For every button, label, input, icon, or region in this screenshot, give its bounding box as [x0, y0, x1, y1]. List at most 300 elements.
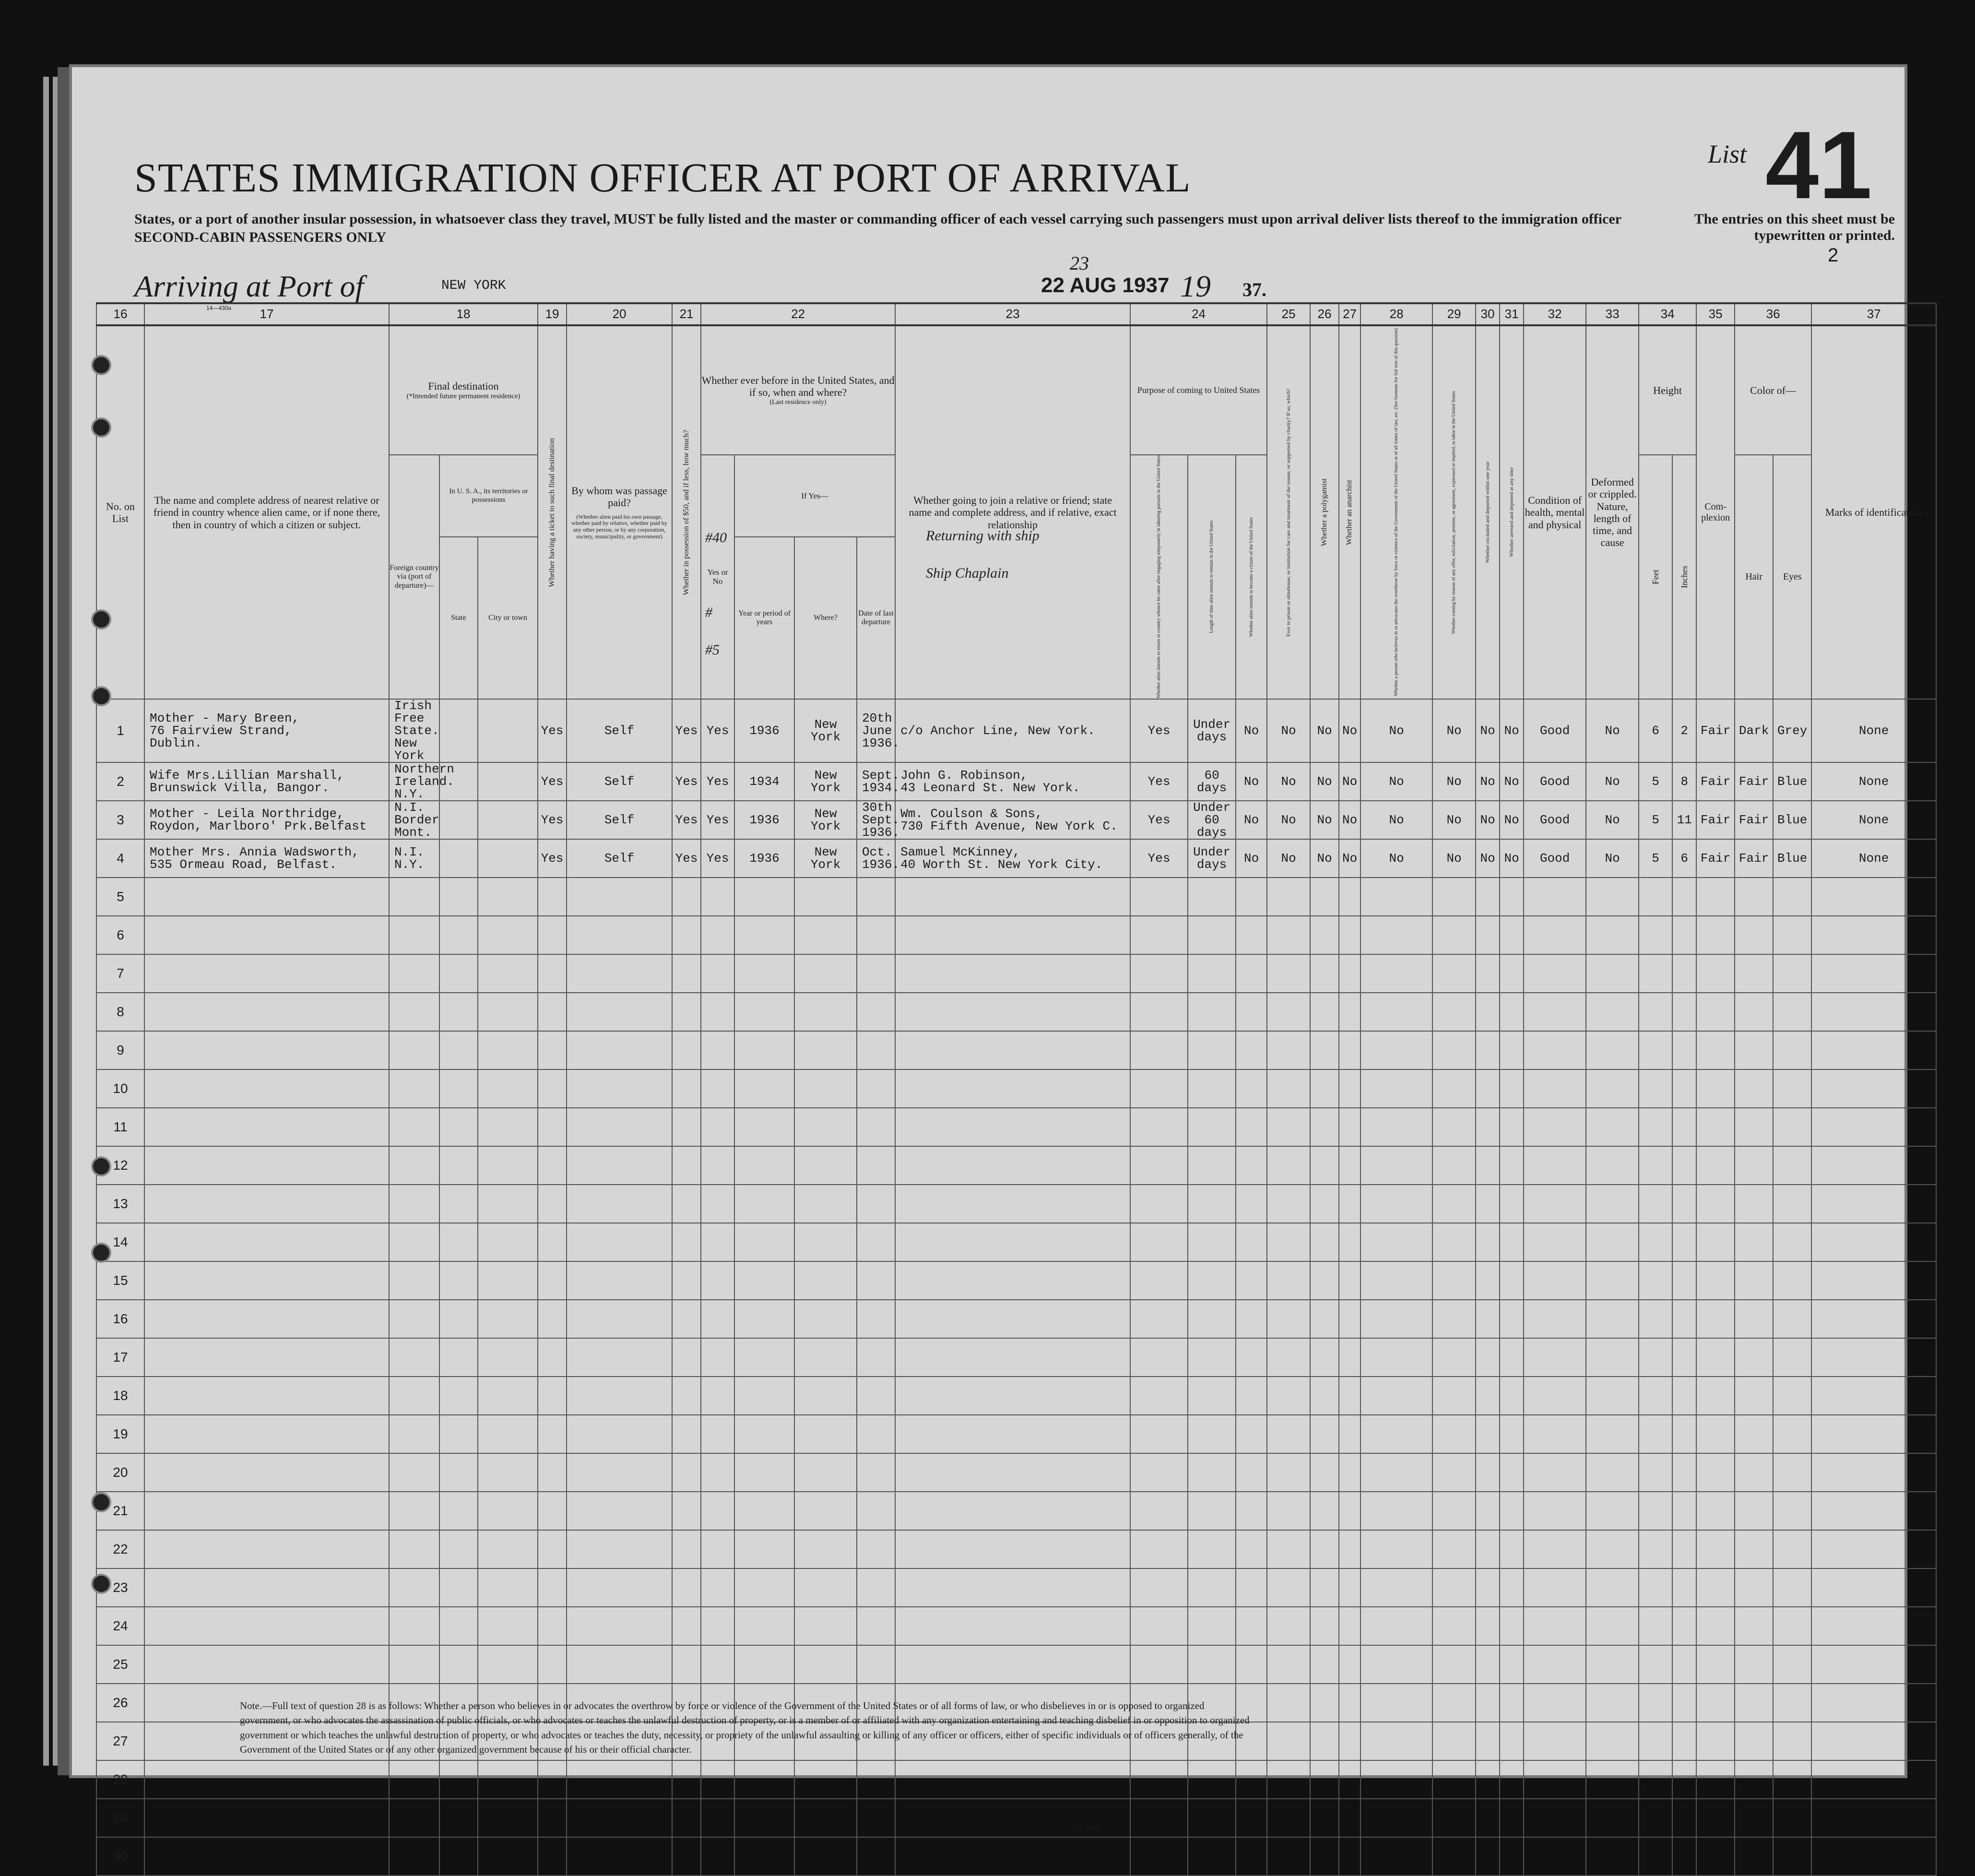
cell-empty: [439, 1645, 478, 1684]
cell-empty: [567, 1338, 672, 1377]
cell-empty: [701, 1069, 734, 1108]
cell-empty: [1773, 1108, 1811, 1146]
cell-empty: [1586, 1837, 1639, 1876]
cell-empty: [734, 916, 794, 954]
cell-deformed: No: [1586, 801, 1639, 839]
cell-polygamist: No: [1310, 801, 1339, 839]
cell-stay-length: 60 days: [1188, 762, 1236, 801]
cell-empty: [1639, 1799, 1672, 1837]
cell-empty: [1773, 878, 1811, 916]
table-row-empty: [96, 993, 1936, 1031]
cell-empty: [144, 1492, 389, 1530]
col-number: 32: [1524, 303, 1586, 325]
cell-empty: [734, 1837, 794, 1876]
cell-empty: [1432, 1069, 1476, 1108]
cell-empty: [1773, 1300, 1811, 1338]
cell-empty: [1432, 1108, 1476, 1146]
cell-empty: [439, 1837, 478, 1876]
cell-empty: [1773, 1415, 1811, 1453]
cell-empty: [439, 878, 478, 916]
cell-empty: [1696, 1760, 1735, 1799]
cell-list-number: 7: [96, 954, 144, 993]
cell-relative-address: Wife Mrs.Lillian Marshall, Brunswick Villa, Bangor.: [144, 762, 389, 801]
cabin-class-label: SECOND-CABIN PASSENGERS ONLY: [134, 229, 387, 245]
cell-empty: [1811, 1645, 1936, 1684]
cell-empty: [1236, 1185, 1267, 1223]
cell-empty: [478, 1185, 538, 1223]
cell-empty: [1586, 1185, 1639, 1223]
cell-empty: [1811, 1607, 1936, 1645]
cell-height-feet: 5: [1639, 839, 1672, 878]
cell-empty: [1524, 1568, 1586, 1607]
cell-empty: [1130, 1415, 1188, 1453]
cell-empty: [1524, 1453, 1586, 1492]
cell-empty: [1236, 1338, 1267, 1377]
cell-empty: [1236, 878, 1267, 916]
header-list-number: No. on List: [96, 325, 144, 699]
cell-empty: [1773, 1799, 1811, 1837]
cell-empty: [1639, 1645, 1672, 1684]
cell-empty: [857, 1837, 895, 1876]
cell-empty: [1267, 1031, 1310, 1069]
cell-empty: [1672, 993, 1696, 1031]
cell-empty: [144, 1530, 389, 1568]
cell-empty: [1524, 1069, 1586, 1108]
cell-complexion: Fair: [1696, 839, 1735, 878]
cell-empty: [701, 1645, 734, 1684]
cell-empty: [1639, 1453, 1672, 1492]
cell-empty: [857, 916, 895, 954]
cell-ticket: Yes: [538, 839, 567, 878]
table-row-empty: [96, 916, 1936, 954]
col-number: 25: [1267, 303, 1310, 325]
cell-empty: [1267, 1377, 1310, 1415]
cell-empty: [1476, 1530, 1500, 1568]
cell-empty: [895, 1185, 1130, 1223]
cell-empty: [1339, 1261, 1360, 1300]
cell-empty: [567, 1799, 672, 1837]
cell-empty: [734, 954, 794, 993]
cell-empty: [1696, 1069, 1735, 1108]
cell-identification-marks: None: [1811, 839, 1936, 878]
cell-empty: [567, 1069, 672, 1108]
cell-empty: [567, 954, 672, 993]
cell-empty: [794, 1108, 857, 1146]
cell-empty: [1524, 1261, 1586, 1300]
cell-empty: [857, 1453, 895, 1492]
header-overthrow: Whether a person who believes in or advocates the overthrow by force or violence of the Government of the United States or of all forms of law, etc. (See footnote for full text of this question): [1360, 325, 1432, 699]
cell-eye-color: Grey: [1773, 699, 1811, 762]
cell-year: 1936: [734, 699, 794, 762]
cell-empty: [1811, 1261, 1936, 1300]
cell-empty: [701, 1223, 734, 1261]
cell-empty: [538, 1837, 567, 1876]
cell-empty: [1811, 1146, 1936, 1185]
cell-empty: [1360, 1837, 1432, 1876]
cell-empty: [567, 1415, 672, 1453]
cell-empty: [1773, 1837, 1811, 1876]
cell-empty: [1476, 1069, 1500, 1108]
cell-empty: [439, 1530, 478, 1568]
cell-empty: [1696, 1261, 1735, 1300]
cell-empty: [389, 1607, 439, 1645]
cell-empty: [701, 1261, 734, 1300]
cell-empty: [1672, 1108, 1696, 1146]
cell-empty: [1432, 1760, 1476, 1799]
cell-empty: [895, 1799, 1130, 1837]
cell-empty: [1130, 1261, 1188, 1300]
cell-empty: [701, 1760, 734, 1799]
cell-arrested: No: [1500, 762, 1524, 801]
cell-empty: [1310, 1645, 1339, 1684]
cell-anarchist: No: [1339, 699, 1360, 762]
cell-list-number: 24: [96, 1607, 144, 1645]
cell-empty: [144, 1837, 389, 1876]
cell-empty: [1696, 1722, 1735, 1760]
cell-state: [439, 801, 478, 839]
cell-empty: [538, 1223, 567, 1261]
cell-empty: [144, 1069, 389, 1108]
list-label: List: [1708, 140, 1747, 168]
cell-empty: [734, 1108, 794, 1146]
header-polygamist: Whether a polygamist: [1310, 325, 1339, 699]
cell-empty: [567, 1146, 672, 1185]
cell-list-number: 3: [96, 801, 144, 839]
cell-empty: [478, 1837, 538, 1876]
cell-empty: [1735, 1684, 1773, 1722]
cell-overthrow: No: [1360, 699, 1432, 762]
cell-empty: [734, 1492, 794, 1530]
cell-empty: [478, 1607, 538, 1645]
cell-empty: [1735, 1338, 1773, 1377]
cell-empty: [857, 1185, 895, 1223]
cell-empty: [538, 993, 567, 1031]
cell-been-before: Yes: [701, 839, 734, 878]
cell-empty: [1524, 1185, 1586, 1223]
cell-empty: [478, 1261, 538, 1300]
cell-empty: [478, 1223, 538, 1261]
cell-empty: [1500, 1300, 1524, 1338]
cell-empty: [895, 1377, 1130, 1415]
table-row-empty: [96, 1031, 1936, 1069]
cell-empty: [1524, 993, 1586, 1031]
table-row-empty: [96, 1338, 1936, 1377]
cell-citizen: No: [1236, 801, 1267, 839]
cell-empty: [389, 1261, 439, 1300]
cell-empty: [1236, 1453, 1267, 1492]
cell-empty: [1130, 1377, 1188, 1415]
cell-empty: [439, 1261, 478, 1300]
cell-empty: [1236, 1377, 1267, 1415]
cell-empty: [857, 1607, 895, 1645]
cell-empty: [1672, 1377, 1696, 1415]
cell-empty: [794, 878, 857, 916]
cell-empty: [567, 1300, 672, 1338]
cell-empty: [1310, 1146, 1339, 1185]
cell-empty: [1267, 878, 1310, 916]
cell-empty: [895, 916, 1130, 954]
cell-empty: [144, 1568, 389, 1607]
cell-empty: [1310, 1530, 1339, 1568]
cell-empty: [794, 1069, 857, 1108]
cell-empty: [734, 993, 794, 1031]
cell-empty: [794, 1338, 857, 1377]
cell-empty: [1360, 1607, 1432, 1645]
cell-empty: [1586, 1223, 1639, 1261]
cell-empty: [1476, 1223, 1500, 1261]
cell-empty: [1639, 1108, 1672, 1146]
table-row-empty: [96, 1453, 1936, 1492]
cell-empty: [1310, 1799, 1339, 1837]
cell-empty: [1188, 1453, 1236, 1492]
cell-empty: [1672, 916, 1696, 954]
cell-empty: [1773, 1645, 1811, 1684]
cell-empty: [1696, 1607, 1735, 1645]
cell-empty: [144, 1300, 389, 1338]
cell-empty: [794, 1568, 857, 1607]
cell-empty: [567, 878, 672, 916]
cell-empty: [1773, 1223, 1811, 1261]
cell-empty: [1639, 954, 1672, 993]
cell-empty: [1773, 954, 1811, 993]
header-ever-before: Whether ever before in the United States, and if so, when and where? (Last residence only): [701, 325, 895, 455]
cell-empty: [144, 1223, 389, 1261]
cell-empty: [672, 1261, 701, 1300]
cell-empty: [672, 1530, 701, 1568]
col-number: 24: [1130, 303, 1267, 325]
cell-empty: [1339, 1760, 1360, 1799]
cell-empty: [895, 1492, 1130, 1530]
cell-empty: [734, 1568, 794, 1607]
cell-empty: [1735, 1607, 1773, 1645]
cell-empty: [1811, 916, 1936, 954]
cell-empty: [389, 1415, 439, 1453]
cell-empty: [672, 1146, 701, 1185]
cell-empty: [1639, 1722, 1672, 1760]
cell-empty: [1672, 1530, 1696, 1568]
cell-empty: [144, 1146, 389, 1185]
table-row-empty: [96, 878, 1936, 916]
cell-health: Good: [1524, 699, 1586, 762]
cell-empty: [1773, 1146, 1811, 1185]
cell-hair-color: Dark: [1735, 699, 1773, 762]
col-number: 22: [701, 303, 895, 325]
cell-empty: [1188, 1185, 1236, 1223]
header-hair: Hair: [1735, 455, 1773, 699]
cell-list-number: 10: [96, 1069, 144, 1108]
cell-empty: [794, 1300, 857, 1338]
cell-empty: [1339, 1530, 1360, 1568]
header-departure-date: Date of last departure: [857, 537, 895, 699]
cell-empty: [478, 1377, 538, 1415]
cell-empty: [1476, 1453, 1500, 1492]
punch-hole: [91, 609, 111, 629]
cell-purpose: Yes: [1130, 762, 1188, 801]
cell-empty: [1696, 1530, 1735, 1568]
cell-empty: [538, 1645, 567, 1684]
cell-empty: [1672, 1568, 1696, 1607]
page-number: 2: [1828, 245, 1839, 266]
col-number: 35: [1696, 303, 1735, 325]
punch-hole: [91, 1574, 111, 1594]
cell-empty: [1310, 1492, 1339, 1530]
header-prison: Ever in prison or almshouse, or institution for care and treatment of the insane, or supported by charity? If so, which?: [1267, 325, 1310, 699]
header-marks: Marks of identification: [1811, 325, 1936, 699]
cell-polygamist: No: [1310, 762, 1339, 801]
arriving-label: Arriving at Port of: [134, 269, 364, 303]
cell-empty: [538, 1530, 567, 1568]
cell-empty: [1639, 916, 1672, 954]
cell-empty: [1432, 1415, 1476, 1453]
cell-list-number: 2: [96, 762, 144, 801]
cell-empty: [1672, 954, 1696, 993]
cell-empty: [144, 1185, 389, 1223]
cell-empty: [794, 1645, 857, 1684]
cell-empty: [672, 1568, 701, 1607]
cell-where: New York: [794, 699, 857, 762]
table-row: [96, 699, 1936, 762]
cell-height-inches: 8: [1672, 762, 1696, 801]
cell-empty: [1339, 1837, 1360, 1876]
cell-year: 1934: [734, 762, 794, 801]
cell-been-before: Yes: [701, 699, 734, 762]
cell-empty: [1267, 1684, 1310, 1722]
cell-empty: [1339, 1223, 1360, 1261]
cell-empty: [389, 1146, 439, 1185]
cell-empty: [734, 1607, 794, 1645]
cell-empty: [1432, 1607, 1476, 1645]
cell-empty: [857, 1645, 895, 1684]
cell-empty: [672, 1837, 701, 1876]
table-row-empty: [96, 1492, 1936, 1530]
cell-empty: [1524, 1799, 1586, 1837]
cell-empty: [1267, 1492, 1310, 1530]
cell-empty: [439, 1607, 478, 1645]
cell-excluded: No: [1476, 762, 1500, 801]
cell-empty: [1267, 1338, 1310, 1377]
header-anarchist: Whether an anarchist: [1339, 325, 1360, 699]
handwritten-annotation: Ship Chaplain: [926, 565, 1009, 581]
cell-empty: [1672, 1760, 1696, 1799]
cell-empty: [144, 1453, 389, 1492]
cell-empty: [1524, 1684, 1586, 1722]
cell-empty: [1267, 1108, 1310, 1146]
cell-empty: [389, 916, 439, 954]
cell-excluded: No: [1476, 801, 1500, 839]
cell-empty: [672, 954, 701, 993]
cell-empty: [1310, 1300, 1339, 1338]
col-number: 30: [1476, 303, 1500, 325]
cell-empty: [1130, 954, 1188, 993]
cell-empty: [439, 1223, 478, 1261]
cell-empty: [1130, 1146, 1188, 1185]
cell-empty: [1672, 1607, 1696, 1645]
cell-empty: [1773, 1069, 1811, 1108]
cell-empty: [1586, 1645, 1639, 1684]
cell-empty: [1236, 993, 1267, 1031]
cell-health: Good: [1524, 762, 1586, 801]
cell-empty: [1500, 1415, 1524, 1453]
cell-empty: [895, 1261, 1130, 1300]
cell-empty: [1432, 1530, 1476, 1568]
cell-empty: [1267, 1530, 1310, 1568]
cell-empty: [1360, 1453, 1432, 1492]
cell-empty: [701, 1607, 734, 1645]
cell-empty: [1476, 993, 1500, 1031]
cell-empty: [144, 1645, 389, 1684]
cell-empty: [439, 1069, 478, 1108]
cell-empty: [1360, 1146, 1432, 1185]
cell-empty: [1586, 993, 1639, 1031]
cell-empty: [1432, 1031, 1476, 1069]
cell-empty: [1735, 1799, 1773, 1837]
cell-empty: [794, 1607, 857, 1645]
cell-empty: [1773, 1185, 1811, 1223]
cell-empty: [1500, 1645, 1524, 1684]
cell-empty: [1672, 1031, 1696, 1069]
cell-empty: [734, 1338, 794, 1377]
cell-empty: [1476, 1031, 1500, 1069]
cell-empty: [1735, 916, 1773, 954]
table-row-empty: [96, 1069, 1936, 1108]
cell-empty: [1811, 1684, 1936, 1722]
cell-passage-paid: Self: [567, 839, 672, 878]
cell-labor-offer: No: [1432, 762, 1476, 801]
cell-relative-address: Mother - Leila Northridge, Roydon, Marlboro' Prk.Belfast: [144, 801, 389, 839]
cell-empty: [144, 1031, 389, 1069]
cell-empty: [1188, 1568, 1236, 1607]
cell-join-relative: Samuel McKinney, 40 Worth St. New York City.: [895, 839, 1130, 878]
cell-list-number: 6: [96, 916, 144, 954]
cell-empty: [1586, 1453, 1639, 1492]
cell-list-number: 9: [96, 1031, 144, 1069]
cell-empty: [857, 1492, 895, 1530]
cell-empty: [538, 1069, 567, 1108]
col-number: 21: [672, 303, 701, 325]
cell-overthrow: No: [1360, 801, 1432, 839]
cell-empty: [478, 1530, 538, 1568]
cell-empty: [1310, 1722, 1339, 1760]
cell-empty: [1236, 1069, 1267, 1108]
cell-empty: [1236, 1146, 1267, 1185]
cell-empty: [1188, 916, 1236, 954]
header-purpose-return: Whether alien intends to return to country whence he came after engaging temporarily in laboring pursuits in the United States: [1130, 455, 1188, 699]
cell-list-number: 18: [96, 1377, 144, 1415]
cell-empty: [672, 1453, 701, 1492]
cell-empty: [1672, 1185, 1696, 1223]
header-height: Height: [1639, 325, 1696, 455]
cell-empty: [1432, 878, 1476, 916]
cell-empty: [1236, 1261, 1267, 1300]
cell-empty: [567, 1837, 672, 1876]
col-number: 29: [1432, 303, 1476, 325]
cell-empty: [1476, 1492, 1500, 1530]
cell-empty: [1639, 1837, 1672, 1876]
cell-empty: [1360, 1568, 1432, 1607]
cell-empty: [1586, 1069, 1639, 1108]
cell-empty: [1696, 1300, 1735, 1338]
cell-empty: [1310, 1415, 1339, 1453]
cell-empty: [1360, 1722, 1432, 1760]
header-ticket: Whether having a ticket to such final destination: [538, 325, 567, 699]
cell-empty: [1432, 1338, 1476, 1377]
cell-empty: [1360, 954, 1432, 993]
header-join-relative: Whether going to join a relative or friend; state name and complete address, and if relative, exact relationship: [895, 325, 1130, 699]
cell-empty: [1476, 1261, 1500, 1300]
cell-empty: [734, 1185, 794, 1223]
manifest-sheet: [72, 67, 1923, 1864]
cell-empty: [1811, 1568, 1936, 1607]
